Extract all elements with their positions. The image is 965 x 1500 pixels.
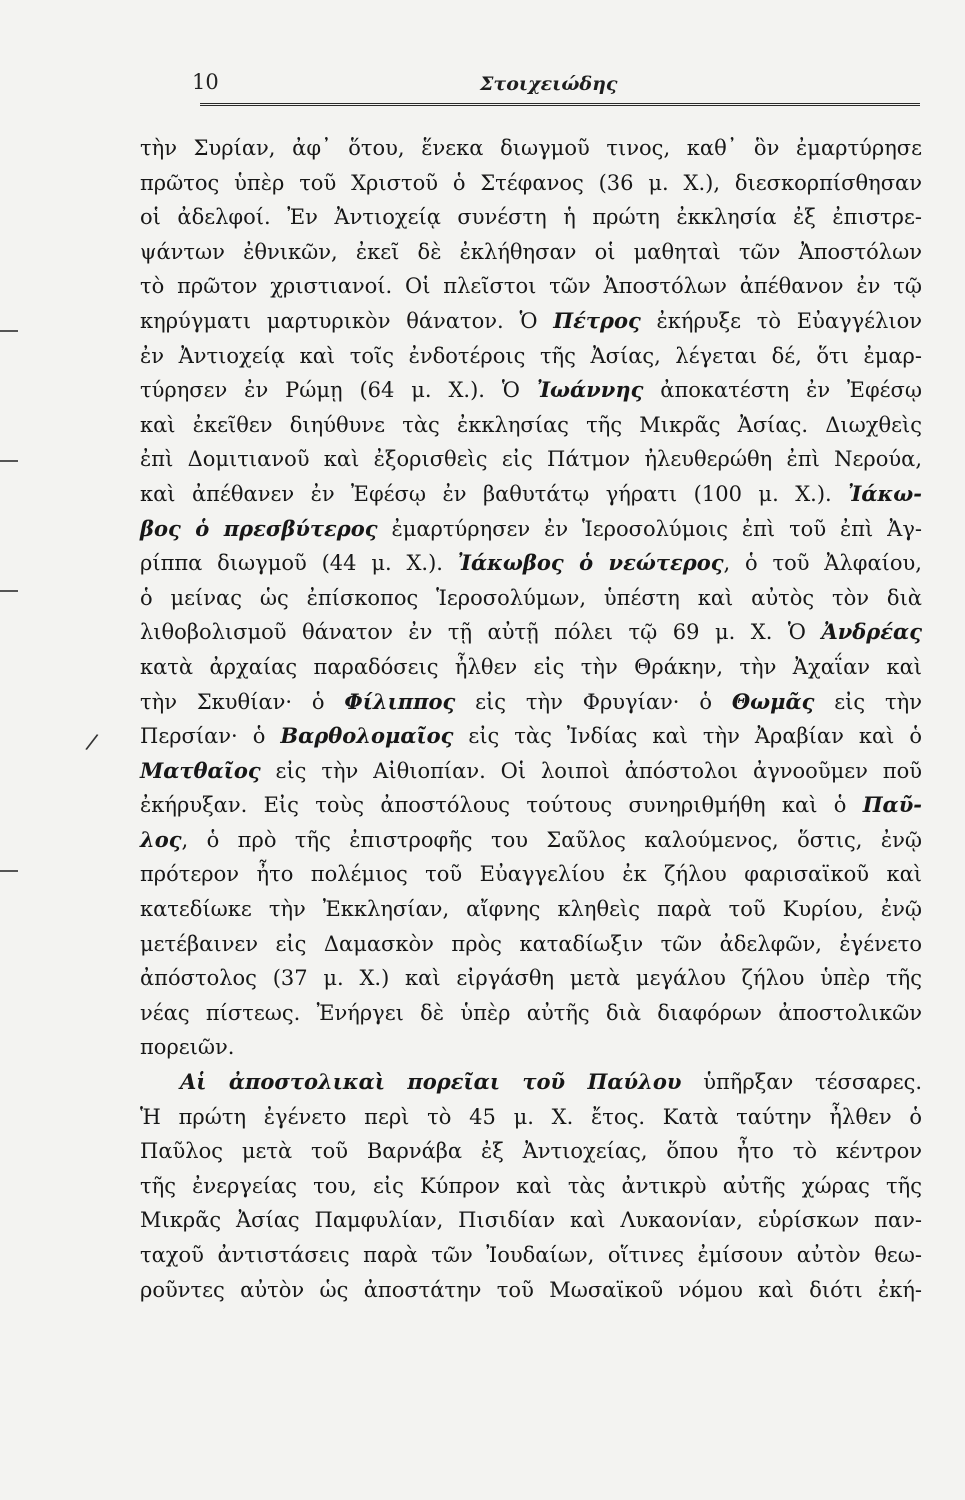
running-title: Στοιχειώδης: [480, 73, 618, 95]
text-run: πορειῶν.: [140, 1035, 235, 1060]
text-line: [140, 200, 922, 235]
text-line: [140, 615, 922, 650]
text-run: Περσίαν· ὁ: [140, 724, 281, 749]
text-line: [140, 339, 922, 374]
text-run: ὑπῆρξαν τέσσαρες.: [681, 1070, 923, 1095]
text-run: τὴν Συρίαν, ἀφ᾽ ὅτου, ἕνεκα διωγμοῦ τινος, καθ᾽ ὃν ἐμαρτύρησε: [140, 136, 922, 160]
text-line: [140, 408, 922, 443]
text-run: ἐκήρυξε τὸ Εὐαγγέλιον: [640, 308, 923, 333]
body-text: [140, 131, 922, 1307]
emphasized-name: Ἰάκωβος ὁ νεώτερος: [457, 550, 724, 576]
text-line: [140, 788, 922, 823]
text-line: [140, 892, 922, 927]
text-line: [140, 1273, 922, 1308]
text-run: ροῦντες αὐτὸν ὡς ἀποστάτην τοῦ Μωσαϊκοῦ νόμου καὶ διότι ἐκή-: [140, 1277, 922, 1302]
page-number: 10: [192, 70, 219, 94]
text-run: ψάντων ἐθνικῶν, ἐκεῖ δὲ ἐκλήθησαν οἱ μαθηταὶ τῶν Ἀποστόλων: [140, 239, 922, 264]
emphasized-name: Αἱ ἀποστολικαὶ πορεῖαι τοῦ Παύλου: [180, 1069, 682, 1095]
text-run: , ὁ τοῦ Ἀλφαίου,: [723, 551, 922, 576]
emphasized-name: Ἰωάννης: [536, 377, 644, 403]
text-run: ἐκήρυξαν. Εἰς τοὺς ἀποστόλους τούτους συνηριθμήθη καὶ ὁ: [140, 793, 863, 818]
emphasized-name: βος ὁ πρεσβύτερος: [140, 515, 378, 541]
text-line: [140, 857, 922, 892]
text-line: [140, 131, 922, 166]
margin-mark: /: [83, 729, 100, 756]
emphasized-name: Πέτρος: [553, 307, 641, 333]
page-header: [140, 70, 910, 100]
text-line: [140, 442, 922, 477]
text-line: [140, 304, 922, 339]
text-run: ἐν Ἀντιοχείᾳ καὶ τοῖς ἐνδοτέροις τῆς Ἀσίας, λέγεται δέ, ὅτι ἐμαρ-: [140, 343, 922, 368]
text-run: καὶ ἐκεῖθεν διηύθυνε τὰς ἐκκλησίας τῆς Μικρᾶς Ἀσίας. Διωχθεὶς: [140, 412, 922, 437]
emphasized-name: Βαρθολομαῖος: [280, 723, 454, 749]
text-run: εἰς τὰς Ἰνδίας καὶ τὴν Ἀραβίαν καὶ ὁ: [453, 724, 922, 749]
text-run: οἱ ἀδελφοί. Ἐν Ἀντιοχείᾳ συνέστη ἡ πρώτη ἐκκλησία ἐξ ἐπιστρε-: [140, 205, 922, 230]
text-run: ταχοῦ ἀντιστάσεις παρὰ τῶν Ἰουδαίων, οἵτινες ἐμίσουν αὐτὸν θεω-: [140, 1243, 922, 1267]
header-rule: [200, 103, 920, 106]
emphasized-name: Ἀνδρέας: [821, 619, 922, 645]
text-run: ὁ μείνας ὡς ἐπίσκοπος Ἱεροσολύμων, ὑπέστη καὶ αὐτὸς τὸν διὰ: [140, 585, 922, 610]
text-line: [140, 235, 922, 270]
emphasized-name: Παῦ-: [862, 792, 922, 818]
text-run: κατὰ ἀρχαίας παραδόσεις ἦλθεν εἰς τὴν Θράκην, τὴν Ἀχαΐαν καὶ: [140, 654, 922, 679]
text-line: [140, 581, 922, 616]
text-run: ἐμαρτύρησεν ἐν Ἱεροσολύμοις ἐπὶ τοῦ ἐπὶ Ἀγ-: [377, 516, 922, 541]
text-run: τῆς ἐνεργείας του, εἰς Κύπρον καὶ τὰς ἀντικρὺ αὐτῆς χώρας τῆς: [140, 1173, 922, 1198]
text-run: Μικρᾶς Ἀσίας Παμφυλίαν, Πισιδίαν καὶ Λυκαονίαν, εὑρίσκων παν-: [140, 1208, 922, 1233]
text-line: [140, 719, 922, 754]
text-run: νέας πίστεως. Ἐνήργει δὲ ὑπὲρ αὐτῆς διὰ διαφόρων ἀποστολικῶν: [140, 1000, 922, 1025]
text-run: τὴν Σκυθίαν· ὁ: [140, 689, 345, 714]
text-line: [140, 996, 922, 1031]
text-line: [140, 1030, 922, 1065]
emphasized-name: Ἰάκω-: [848, 480, 922, 506]
text-run: , ὁ πρὸ τῆς ἐπιστροφῆς του Σαῦλος καλούμενος, ὅστις, ἐνῷ: [181, 827, 922, 852]
text-run: εἰς τὴν Φρυγίαν· ὁ: [455, 689, 732, 714]
text-line: [140, 961, 922, 996]
text-run: Παῦλος μετὰ τοῦ Βαρνάβα ἐξ Ἀντιοχείας, ὅπου ἦτο τὸ κέντρον: [140, 1139, 922, 1164]
edge-mark: [0, 460, 18, 462]
text-run: ἐπὶ Δομιτιανοῦ καὶ ἐξορισθεὶς εἰς Πάτμον ἠλευθερώθη ἐπὶ Νερούα,: [140, 447, 922, 472]
text-line: [140, 166, 922, 201]
emphasized-name: Φίλιππος: [344, 688, 456, 714]
emphasized-name: Ματθαῖος: [140, 757, 261, 783]
text-run: κατεδίωκε τὴν Ἐκκλησίαν, αἴφνης κληθεὶς παρὰ τοῦ Κυρίου, ἐνῷ: [140, 897, 922, 922]
edge-mark: [0, 590, 18, 592]
text-run: εἰς τὴν: [814, 689, 922, 714]
text-line: [140, 685, 922, 720]
text-line: [140, 1169, 922, 1204]
text-line: [140, 650, 922, 685]
text-line: [140, 823, 922, 858]
text-line: [140, 1065, 922, 1100]
text-run: τὸ πρῶτον χριστιανοί. Οἱ πλεῖστοι τῶν Ἀποστόλων ἀπέθανον ἐν τῷ: [140, 274, 922, 299]
emphasized-name: λος: [140, 826, 182, 852]
edge-mark: [0, 330, 18, 332]
text-run: ρίππα διωγμοῦ (44 μ. Χ.).: [140, 551, 458, 576]
text-line: [140, 512, 922, 547]
emphasized-name: Θωμᾶς: [731, 688, 815, 714]
text-run: καὶ ἀπέθανεν ἐν Ἐφέσῳ ἐν βαθυτάτῳ γήρατι (100 μ. Χ.).: [140, 481, 849, 506]
text-run: κηρύγματι μαρτυρικὸν θάνατον. Ὁ: [140, 308, 554, 333]
text-line: [140, 546, 922, 581]
text-run: εἰς τὴν Αἰθιοπίαν. Οἱ λοιποὶ ἀπόστολοι ἀγνοοῦμεν ποῦ: [260, 758, 922, 783]
text-line: [140, 1134, 922, 1169]
text-line: [140, 1100, 922, 1135]
text-run: πρότερον ἦτο πολέμιος τοῦ Εὐαγγελίου ἐκ ζήλου φαρισαϊκοῦ καὶ: [140, 862, 922, 887]
text-line: [140, 754, 922, 789]
text-run: ἀπόστολος (37 μ. Χ.) καὶ εἰργάσθη μετὰ μεγάλου ζήλου ὑπὲρ τῆς: [140, 966, 922, 991]
text-run: μετέβαινεν εἰς Δαμασκὸν πρὸς καταδίωξιν τῶν ἀδελφῶν, ἐγένετο: [140, 931, 922, 956]
text-line: [140, 477, 922, 512]
text-run: τύρησεν ἐν Ρώμῃ (64 μ. Χ.). Ὁ: [140, 378, 537, 403]
text-line: [140, 269, 922, 304]
text-line: [140, 373, 922, 408]
text-line: [140, 1238, 922, 1273]
text-line: [140, 1203, 922, 1238]
text-run: ἀποκατέστη ἐν Ἐφέσῳ: [643, 378, 922, 403]
text-run: πρῶτος ὑπὲρ τοῦ Χριστοῦ ὁ Στέφανος (36 μ. Χ.), διεσκορπίσθησαν: [140, 170, 922, 195]
text-run: λιθοβολισμοῦ θάνατον ἐν τῇ αὐτῇ πόλει τῷ 69 μ. Χ. Ὁ: [140, 620, 822, 645]
text-line: [140, 927, 922, 962]
text-run: Ἡ πρώτη ἐγένετο περὶ τὸ 45 μ. Χ. ἔτος. Κατὰ ταύτην ἦλθεν ὁ: [140, 1104, 922, 1129]
edge-mark: [0, 870, 18, 872]
